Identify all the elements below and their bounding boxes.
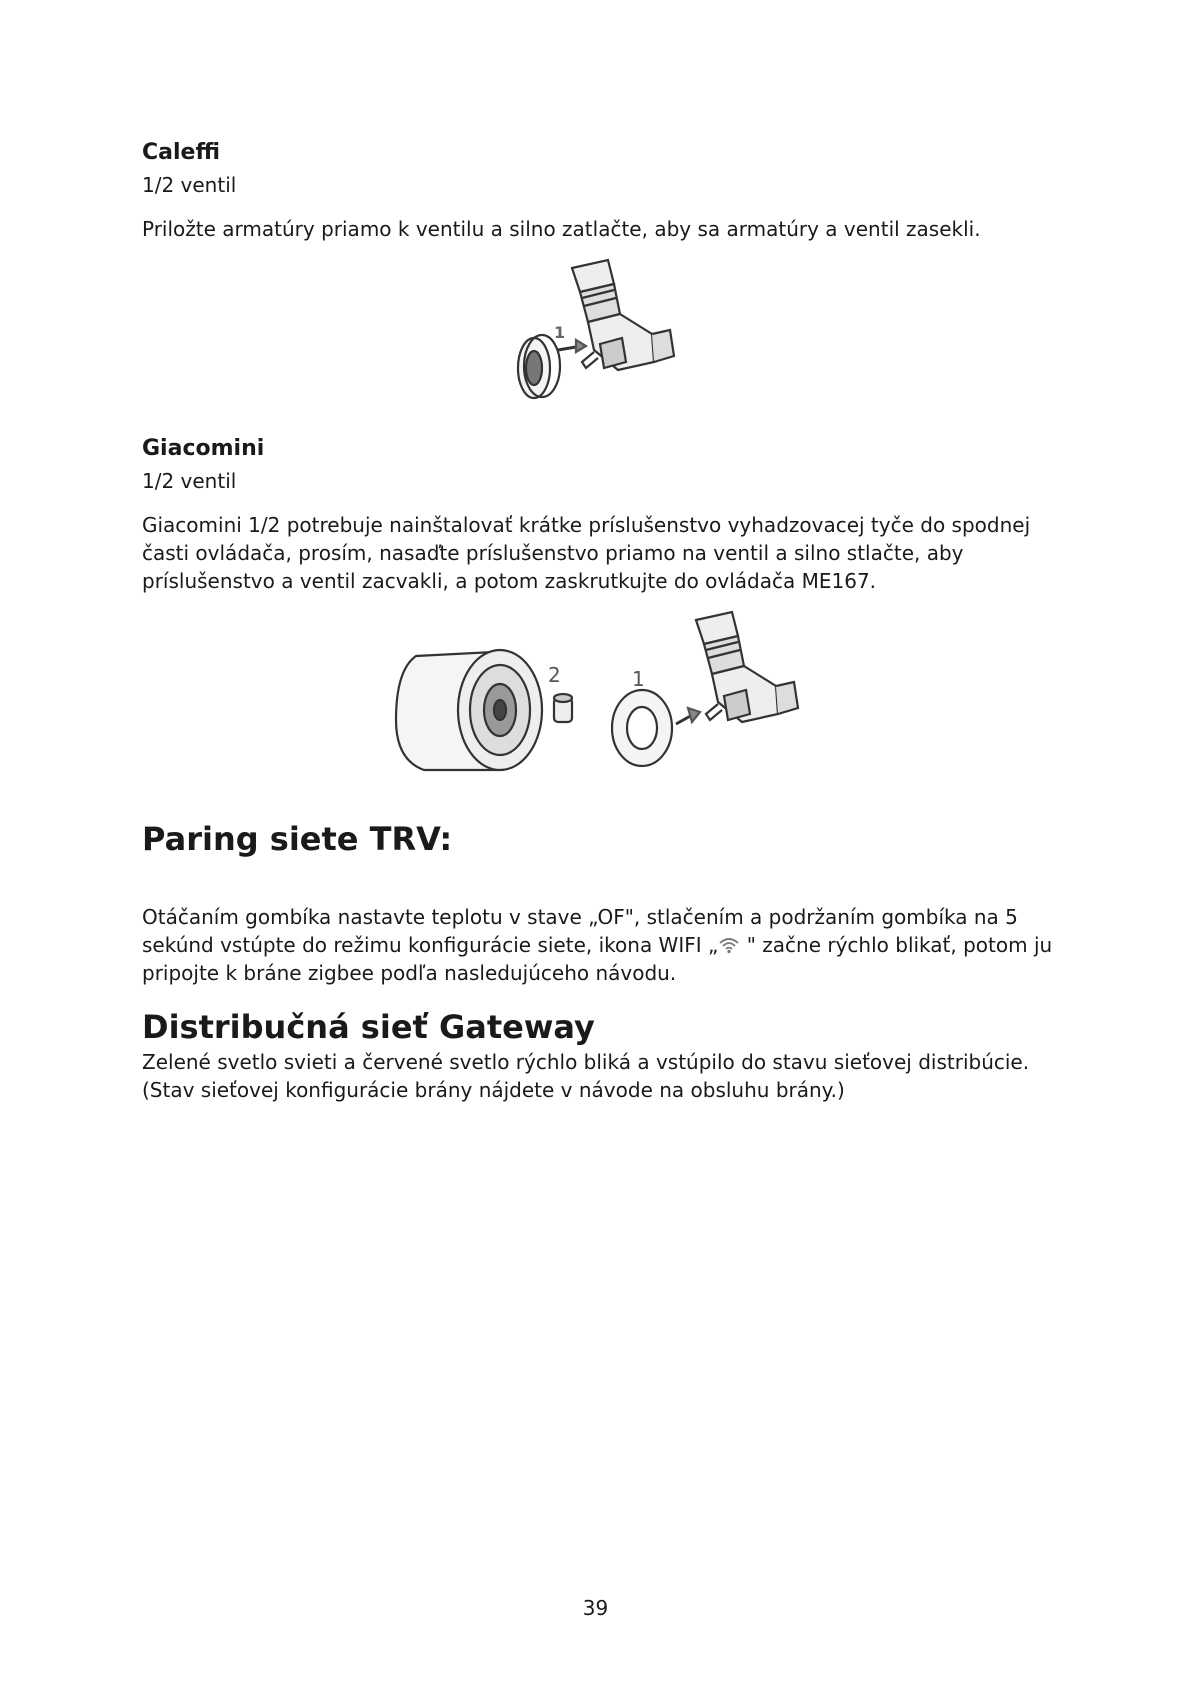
gateway-heading: Distribučná sieť Gateway xyxy=(142,1008,595,1046)
page-number: 39 xyxy=(582,1596,609,1620)
giacomini-instructions: Giacomini 1/2 potrebuje nainštalovať krátke príslušenstvo vyhadzovacej tyče do spodnej časti ovládača, prosím, nasaďte príslušenstvo priamo na ventil a silno stlačte, aby príslušenstvo a ventil zacvakli, a potom zaskrutkujte do ovládača ME167. xyxy=(142,513,1031,593)
giacomini-subtitle: 1/2 ventil xyxy=(142,469,237,493)
pairing-text-part1: Otáčaním gombíka nastavte teplotu v stave „OF", stlačením a podržaním gombíka na 5 sekúnd vstúpte do režimu konfigurácie siete, ikona WIFI „ xyxy=(142,905,1018,957)
pairing-heading: Paring siete TRV: xyxy=(142,820,453,858)
giacomini-step-label-2: 2 xyxy=(548,663,561,687)
giacomini-valve-illustration xyxy=(376,610,826,785)
caleffi-instructions: Priložte armatúry priamo k ventilu a silno zatlačte, aby sa armatúry a ventil zasekli. xyxy=(142,217,981,241)
giacomini-step-label-1: 1 xyxy=(632,667,645,691)
pairing-instructions xyxy=(142,903,1062,987)
caleffi-valve-illustration xyxy=(502,258,692,418)
wifi-icon xyxy=(718,936,740,954)
caleffi-step-label: 1 xyxy=(554,323,566,342)
pairing-text-part2: " začne rýchlo blikať, potom ju pripojte k bráne zigbee podľa nasledujúceho návodu. xyxy=(142,933,1053,985)
caleffi-heading: Caleffi xyxy=(142,140,220,165)
caleffi-subtitle: 1/2 ventil xyxy=(142,173,237,197)
gateway-line-1: Zelené svetlo svieti a červené svetlo rýchlo bliká a vstúpilo do stavu sieťovej distribúcie. xyxy=(142,1050,1030,1074)
giacomini-heading: Giacomini xyxy=(142,436,265,461)
gateway-line-2: (Stav sieťovej konfigurácie brány nájdete v návode na obsluhu brány.) xyxy=(142,1078,845,1102)
